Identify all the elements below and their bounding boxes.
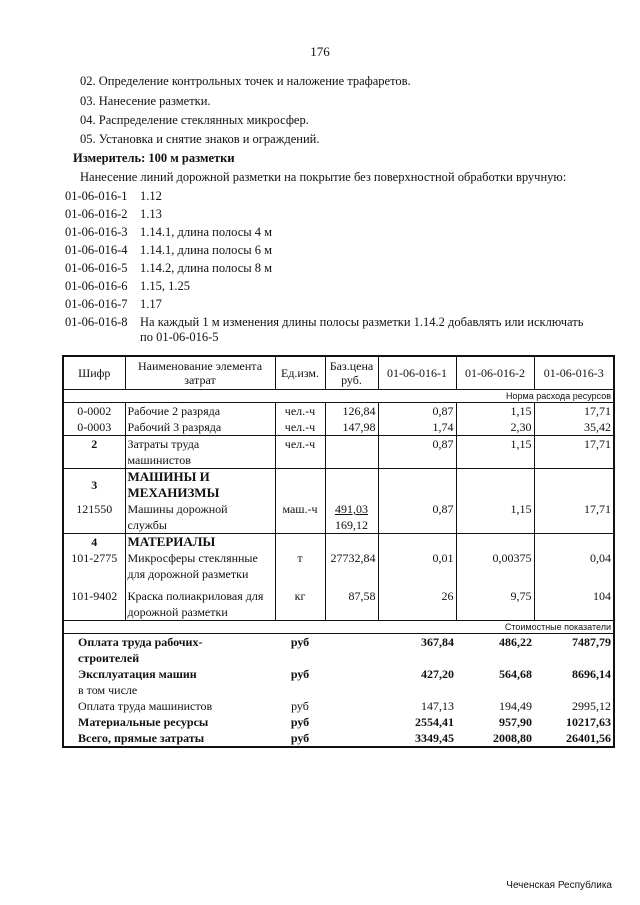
- cost-unit: руб: [290, 635, 310, 649]
- row-v2: 0,00375: [456, 550, 534, 582]
- row-v2: 9,75: [456, 582, 534, 621]
- row-v3: 35,42: [534, 419, 614, 436]
- resource-table: [62, 355, 615, 748]
- row-code: 0-0002: [63, 403, 125, 420]
- table-row: [63, 501, 614, 534]
- cost-v1: 427,20: [421, 667, 454, 681]
- row-unit: чел.-ч: [275, 403, 325, 420]
- code-desc: 1.14.1, длина полосы 6 м: [140, 243, 273, 257]
- header-col-3: 01-06-016-3: [534, 356, 614, 390]
- code-desc: 1.14.1, длина полосы 4 м: [140, 225, 273, 239]
- cost-v2: 2008,80: [493, 731, 532, 745]
- cost-v3: 8696,14: [572, 667, 611, 681]
- operation-item: 04. Распределение стеклянных микросфер.: [80, 113, 309, 127]
- row-code: 121550: [63, 501, 125, 534]
- table-row: [63, 403, 614, 420]
- cost-caption: Стоимостные показатели: [63, 621, 614, 634]
- cost-v3: 2995,12: [572, 699, 611, 713]
- row-unit: кг: [275, 582, 325, 621]
- code-line: [65, 261, 272, 276]
- cost-unit: руб: [291, 699, 309, 713]
- cost-caption-row: [63, 621, 614, 634]
- row-unit: чел.-ч: [275, 436, 325, 469]
- row-name: Затраты труда машинистов: [125, 436, 275, 469]
- cost-row: [63, 666, 614, 682]
- row-v1: 0,87: [378, 501, 456, 534]
- cost-v2: 486,22: [499, 635, 532, 649]
- row-v3: 0,04: [534, 550, 614, 582]
- code-desc: На каждый 1 м изменения длины полосы разметки 1.14.2 добавлять или исключать: [140, 315, 584, 329]
- header-base-price: Баз.цена руб.: [325, 356, 378, 390]
- norm-caption: Норма расхода ресурсов: [63, 390, 614, 403]
- row-v1: 0,87: [378, 403, 456, 420]
- code-line: [65, 189, 162, 204]
- code: 01-06-016-3: [65, 225, 128, 239]
- cost-v2: 957,90: [499, 715, 532, 729]
- section-code: 3: [63, 469, 125, 502]
- code-line: [65, 225, 272, 240]
- cost-row: [63, 714, 614, 730]
- meter-heading: Измеритель: 100 м разметки: [73, 151, 235, 165]
- table-row: [63, 436, 614, 469]
- row-v3: 17,71: [534, 403, 614, 420]
- code-line: [65, 243, 272, 258]
- code: 01-06-016-8: [65, 315, 128, 329]
- header-name: Наименование элемента затрат: [125, 356, 275, 390]
- cost-row: [63, 682, 614, 698]
- cost-label: Всего, прямые затраты: [78, 731, 205, 745]
- table-row: [63, 550, 614, 582]
- code-desc: 1.15, 1.25: [140, 279, 190, 293]
- code: 01-06-016-4: [65, 243, 128, 257]
- code-desc: 1.14.2, длина полосы 8 м: [140, 261, 273, 275]
- cost-label: Эксплуатация машин: [78, 667, 197, 681]
- code-line: [65, 315, 583, 330]
- row-v1: 26: [378, 582, 456, 621]
- header-unit: Ед.изм.: [275, 356, 325, 390]
- cost-v3: 26401,56: [566, 731, 611, 745]
- cost-v1: 2554,41: [415, 715, 454, 729]
- row-v3: 17,71: [534, 501, 614, 534]
- cost-unit: руб: [290, 715, 310, 729]
- section-title: МАШИНЫ И МЕХАНИЗМЫ: [125, 469, 275, 502]
- cost-row: [63, 634, 614, 667]
- section-code: 4: [63, 534, 125, 551]
- cost-v1: 367,84: [421, 635, 454, 649]
- table-row: [63, 419, 614, 436]
- row-name: Рабочий 3 разряда: [125, 419, 275, 436]
- page-number: 176: [310, 44, 330, 59]
- cost-label: Оплата труда рабочих- строителей: [78, 635, 203, 665]
- operation-item: 03. Нанесение разметки.: [80, 94, 211, 108]
- row-code: 0-0003: [63, 419, 125, 436]
- row-price: 27732,84: [325, 550, 378, 582]
- cost-label: Оплата труда машинистов: [78, 699, 213, 713]
- row-v2: 2,30: [456, 419, 534, 436]
- code: 01-06-016-7: [65, 297, 128, 311]
- row-v2: 1,15: [456, 403, 534, 420]
- operation-item: 05. Установка и снятие знаков и ограждений.: [80, 132, 320, 146]
- footer-region: Чеченская Республика: [506, 880, 612, 891]
- code: 01-06-016-6: [65, 279, 128, 293]
- code-note-continuation: по 01-06-016-5: [140, 330, 219, 344]
- cost-unit: руб: [290, 667, 310, 681]
- row-code: 101-9402: [63, 582, 125, 621]
- row-price: [325, 436, 378, 469]
- section-row: [63, 534, 614, 551]
- cost-label: Материальные ресурсы: [78, 715, 209, 729]
- row-code: 2: [63, 436, 125, 469]
- code-desc: 1.12: [140, 189, 162, 203]
- cost-v2: 564,68: [499, 667, 532, 681]
- cost-row: [63, 698, 614, 714]
- row-unit: чел.-ч: [275, 419, 325, 436]
- row-code: 101-2775: [63, 550, 125, 582]
- row-name: Микросферы стеклянные для дорожной разметки: [125, 550, 275, 582]
- cost-label: в том числе: [78, 683, 138, 697]
- row-unit: т: [275, 550, 325, 582]
- row-price: 147,98: [325, 419, 378, 436]
- row-v3: 104: [534, 582, 614, 621]
- row-price: 87,58: [325, 582, 378, 621]
- cost-v1: 3349,45: [415, 731, 454, 745]
- code-line: [65, 297, 162, 312]
- code: 01-06-016-5: [65, 261, 128, 275]
- cost-v1: 147,13: [421, 699, 454, 713]
- section-title: МАТЕРИАЛЫ: [125, 534, 275, 551]
- norm-caption-row: [63, 390, 614, 403]
- cost-unit: руб: [290, 731, 310, 745]
- row-v2: 1,15: [456, 501, 534, 534]
- row-v3: 17,71: [534, 436, 614, 469]
- code: 01-06-016-2: [65, 207, 128, 221]
- cost-v3: 7487,79: [572, 635, 611, 649]
- row-unit: маш.-ч: [275, 501, 325, 534]
- code-line: [65, 279, 190, 294]
- row-name: Рабочие 2 разряда: [125, 403, 275, 420]
- row-v1: 0,87: [378, 436, 456, 469]
- code-desc: 1.17: [140, 297, 162, 311]
- row-v1: 0,01: [378, 550, 456, 582]
- header-col-2: 01-06-016-2: [456, 356, 534, 390]
- row-v2: 1,15: [456, 436, 534, 469]
- row-name: Машины дорожной службы: [125, 501, 275, 534]
- table-row: [63, 582, 614, 621]
- cost-v3: 10217,63: [566, 715, 611, 729]
- code-desc: 1.13: [140, 207, 162, 221]
- operation-item: 02. Определение контрольных точек и наложение трафаретов.: [80, 74, 411, 88]
- cost-row: [63, 730, 614, 747]
- section-row: [63, 469, 614, 502]
- code: 01-06-016-1: [65, 189, 128, 203]
- code-line: [65, 207, 162, 222]
- cost-v2: 194,49: [499, 699, 532, 713]
- row-price: 126,84: [325, 403, 378, 420]
- header-col-1: 01-06-016-1: [378, 356, 456, 390]
- table-header-row: [63, 356, 614, 390]
- row-price: 491,03 169,12: [325, 501, 378, 534]
- row-name: Краска полиакриловая для дорожной разметки: [125, 582, 275, 621]
- intro-text: Нанесение линий дорожной разметки на покрытие без поверхностной обработки вручную:: [80, 170, 567, 184]
- header-shifr: Шифр: [63, 356, 125, 390]
- row-v1: 1,74: [378, 419, 456, 436]
